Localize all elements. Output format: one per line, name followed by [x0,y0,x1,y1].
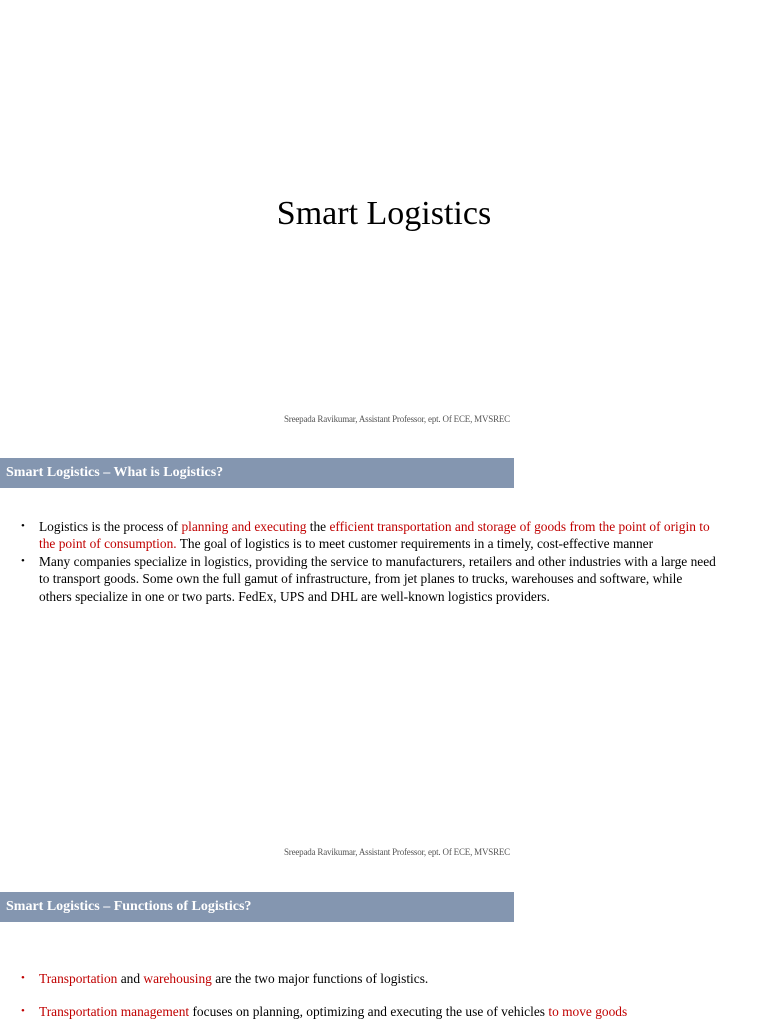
highlighted-text: planning and executing [181,519,307,534]
bullet-item [21,518,716,553]
bullet-list-what-is-logistics [21,518,716,605]
slide-footer: Sreepada Ravikumar, Assistant Professor, ept. Of ECE, MVSREC [283,847,510,857]
bullet-text: Many companies specialize in logistics, providing the service to manufacturers, retailers and other industries with a large need to transport goods. Some own the full gamut of infrastructure, from jet planes to trucks, warehouses and software, while others specialize in one or two parts. FedEx, UPS and DHL are well-known logistics providers. [39,553,716,604]
bullet-icon: • [21,554,25,567]
highlighted-text: warehousing [143,971,212,986]
section-banner-functions-of-logistics: Smart Logistics – Functions of Logistics? [0,892,514,922]
bullet-icon: • [21,972,25,984]
bullet-text: are the two major functions of logistics. [211,971,429,986]
bullet-text: Logistics is the process of [39,519,182,534]
section-banner-what-is-logistics: Smart Logistics – What is Logistics? [0,458,514,488]
highlighted-text: Transportation management [39,1004,190,1020]
bullet-icon: • [21,520,25,532]
bullet-icon: • [21,1005,25,1018]
highlighted-text: to move goods [548,1004,628,1020]
highlighted-text: Transportation [39,971,118,986]
bullet-text: The goal of logistics is to meet customer requirements in a timely, cost-effective manner [176,536,654,552]
highlighted-text: efficient transportation and storage of goods from the point of origin to the point of consumption. [39,519,710,552]
bullet-item [21,1003,716,1020]
bullet-text: and [117,971,144,986]
bullet-item [21,970,716,987]
slide-title: Smart Logistics [276,195,492,232]
bullet-text: the [306,519,330,534]
bullet-list-functions-of-logistics [21,970,716,1024]
slide-footer: Sreepada Ravikumar, Assistant Professor, ept. Of ECE, MVSREC [283,414,510,424]
bullet-item [21,553,716,605]
bullet-text: focuses on planning, optimizing and executing the use of vehicles [189,1004,549,1020]
